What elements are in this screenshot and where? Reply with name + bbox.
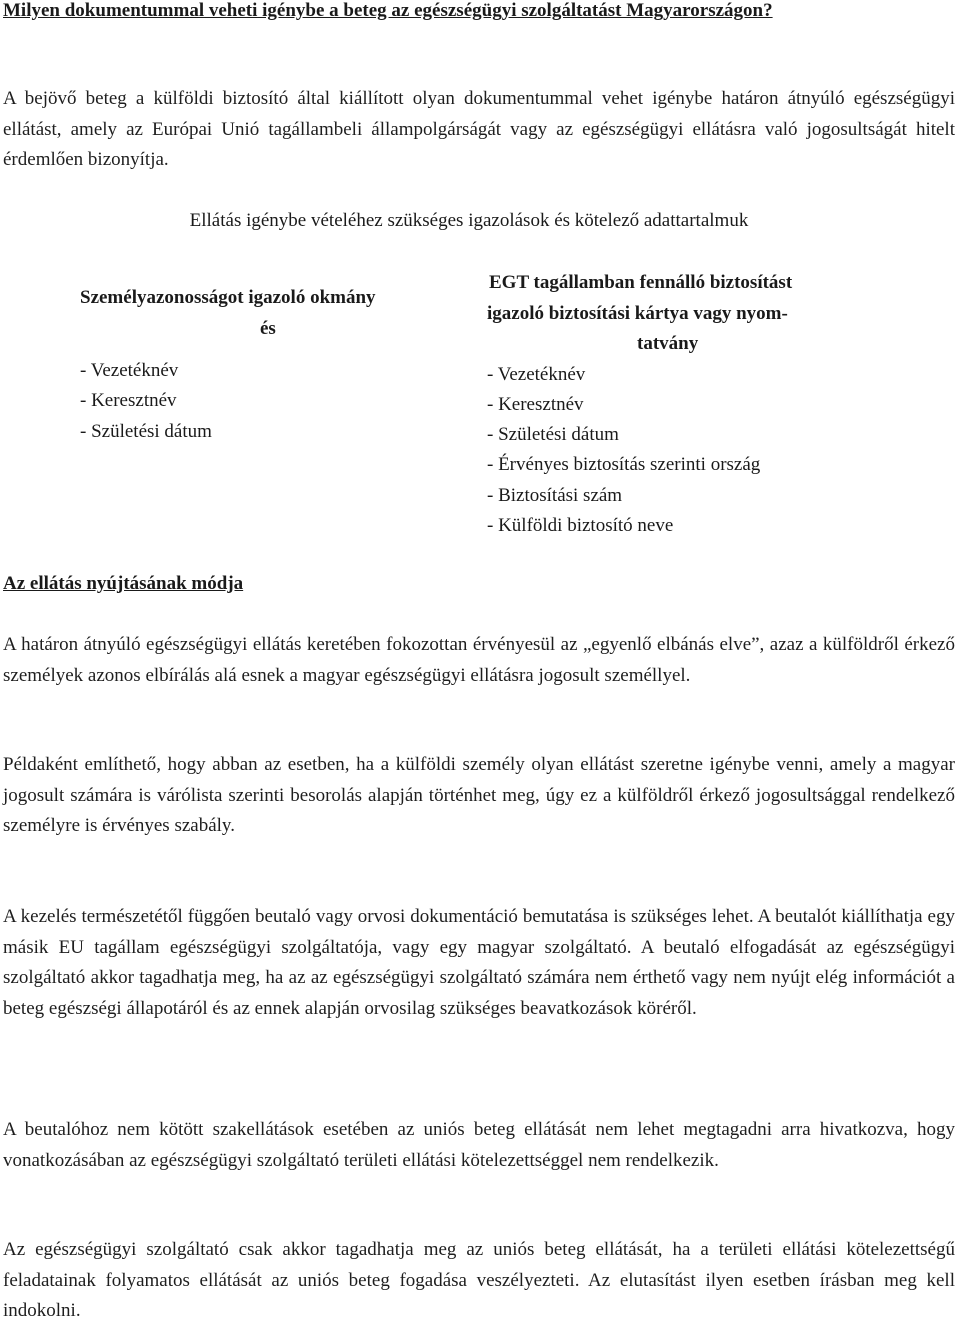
list-item: - Születési dátum xyxy=(80,420,212,442)
list-item: - Keresztnév xyxy=(487,393,584,415)
paragraph: A határon átnyúló egészségügyi ellátás keretében fokozottan érvényesül az „egyenlő elbánás elve”, azaz a külföldről érkező személyek azonos elbírálás alá esnek a magyar egészségügyi ellátásra jogosult személlyel. xyxy=(3,634,955,686)
right-requirements-column xyxy=(487,268,887,541)
left-column-items xyxy=(80,356,460,447)
list-item: - Külföldi biztosító neve xyxy=(487,514,674,536)
right-column-items xyxy=(487,360,887,542)
paragraph: Az egészségügyi szolgáltató csak akkor tagadhatja meg az uniós beteg ellátását, ha a területi ellátási kötelezettségű feladatainak folyamatos ellátását az uniós beteg fogadása veszélyezteti. Az elutasítást ilyen esetben írásban meg kell indokolni. xyxy=(3,1239,955,1321)
list-item: - Keresztnév xyxy=(80,390,177,412)
right-column-title-line: igazoló biztosítási kártya vagy nyom- xyxy=(487,302,788,324)
list-item: - Születési dátum xyxy=(487,424,619,446)
table-caption: Ellátás igénybe vételéhez szükséges igazolások és kötelező adattartalmuk xyxy=(189,210,749,231)
list-item: - Vezetéknév xyxy=(487,363,586,385)
list-item: - Biztosítási szám xyxy=(487,484,623,506)
paragraph: Példaként említhető, hogy abban az esetben, ha a külföldi személy olyan ellátást szeretne igénybe venni, amely a magyar jogosult számára is várólista szerinti besorolás alapján történhet meg, úgy ez a külföldről érkező jogosultsággal rendelkező személyre is érvényes szabály. xyxy=(3,754,955,836)
left-column-title-line: Személyazonosságot igazoló okmány xyxy=(80,287,376,308)
left-requirements-column xyxy=(80,283,460,447)
left-column-title xyxy=(80,283,460,344)
intro-paragraph: A bejövő beteg a külföldi biztosító által kiállított olyan dokumentummal vehet igénybe határon átnyúló egészségügyi ellátást, amely az Európai Unió tagállambeli állampolgárságát vagy az egészségügyi ellátásra való jogosultságát hitelt érdemlően bizonyítja. xyxy=(3,88,955,170)
right-column-title-line: EGT tagállamban fennálló biztosítást xyxy=(489,272,793,293)
paragraph: A beutalóhoz nem kötött szakellátások esetében az uniós beteg ellátását nem lehet megtagadni arra hivatkozva, hogy vonatkozásában az egészségügyi szolgáltató területi ellátási kötelezettséggel nem rendelkezik. xyxy=(3,1119,955,1171)
list-item: - Vezetéknév xyxy=(80,360,179,381)
section-heading: Az ellátás nyújtásának módja xyxy=(3,573,244,594)
paragraph: A kezelés természetétől függően beutaló vagy orvosi dokumentáció bemutatása is szükséges lehet. A beutalót kiállíthatja egy másik EU tagállam egészségügyi szolgáltatója, vagy egy magyar szolgáltató. A beutaló elfogadását az egészségügyi szolgáltató akkor tagadhatja meg, ha az az egészségügyi szolgáltató számára nem érthető vagy nem nyújt elég információt a beteg egészségi állapotáról és az ennek alapján orvosilag szükséges beavatkozások köréről. xyxy=(3,906,955,1019)
left-column-title-line: és xyxy=(260,317,276,339)
document-heading: Milyen dokumentummal veheti igénybe a beteg az egészségügyi szolgáltatást Magyarországon? xyxy=(3,0,773,21)
right-column-title-line: tatvány xyxy=(637,333,699,354)
list-item: - Érvényes biztosítás szerinti ország xyxy=(487,454,761,476)
right-column-title xyxy=(487,268,887,360)
